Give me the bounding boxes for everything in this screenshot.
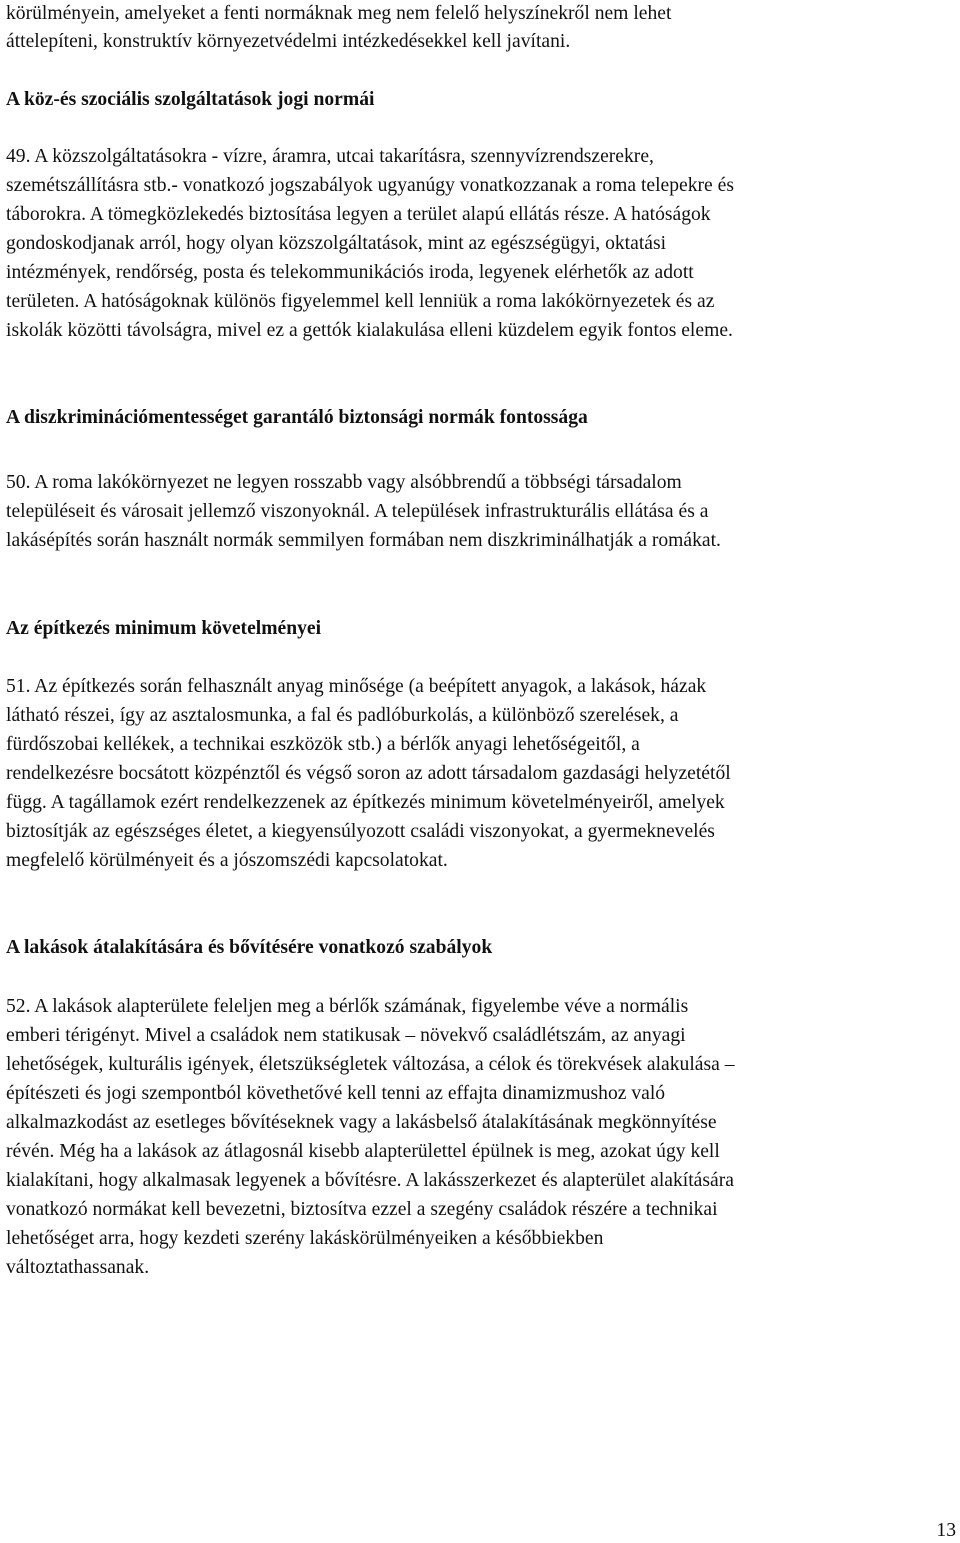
intro-line: körülményein, amelyeket a fenti normáknak meg nem felelő helyszínekről nem lehet [6, 3, 672, 24]
paragraph-line: megfelelő körülményeit és a jószomszédi kapcsolatokat. [6, 850, 448, 871]
paragraph-line: lehetőséget arra, hogy kezdeti szerény lakáskörülményeiken a későbbiekben [6, 1228, 604, 1249]
section-heading: Az építkezés minimum követelményei [6, 618, 322, 639]
paragraph-line: lehetőségek, kulturális igények, életszükségletek változása, a célok és törekvések alakulása – [6, 1054, 735, 1075]
paragraph-line: alkalmazkodást az esetleges bővítéseknek vagy a lakásbelső átalakításának megkönnyítése [6, 1112, 717, 1133]
paragraph-line: gondoskodjanak arról, hogy olyan közszolgáltatások, mint az egészségügyi, oktatási [6, 233, 667, 254]
section-heading: A diszkriminációmentességet garantáló biztonsági normák fontossága [6, 407, 588, 428]
paragraph-line: változtathassanak. [6, 1257, 150, 1278]
intro-line: áttelepíteni, konstruktív környezetvédelmi intézkedésekkel kell javítani. [6, 31, 571, 52]
paragraph-line: 50. A roma lakókörnyezet ne legyen rosszabb vagy alsóbbrendű a többségi társadalom [6, 472, 682, 493]
paragraph-line: építészeti és jogi szempontból követhetővé kell tenni az effajta dinamizmushoz való [6, 1083, 666, 1104]
paragraph-line: 49. A közszolgáltatásokra - vízre, áramra, utcai takarításra, szennyvízrendszerekre, [6, 146, 654, 167]
section-heading: A köz-és szociális szolgáltatások jogi normái [6, 89, 375, 110]
paragraph-line: emberi térigényt. Mivel a családok nem statikusak – növekvő családlétszám, az anyagi [6, 1025, 686, 1046]
paragraph-line: kialakítani, hogy alkalmasak legyenek a bővítésre. A lakásszerkezet és alapterület alakítására [6, 1170, 734, 1191]
paragraph-line: intézmények, rendőrség, posta és telekommunikációs iroda, legyenek elérhetők az adott [6, 262, 694, 283]
paragraph-line: rendelkezésre bocsátott közpénztől és végső soron az adott társadalom gazdasági helyzetétől [6, 763, 731, 784]
paragraph-line: 51. Az építkezés során felhasznált anyag minősége (a beépített anyagok, a lakások, házak [6, 676, 707, 697]
paragraph-line: táborokra. A tömegközlekedés biztosítása legyen a terület alapú ellátás része. A hatóságok [6, 204, 711, 225]
paragraph-line: iskolák közötti távolságra, mivel ez a gettók kialakulása elleni küzdelem egyik fontos eleme. [6, 320, 733, 341]
page-number: 13 [936, 1520, 956, 1541]
paragraph-line: területen. A hatóságoknak különös figyelemmel kell lenniük a roma lakókörnyezetek és az [6, 291, 715, 312]
paragraph-line: fürdőszobai kellékek, a technikai eszközök stb.) a bérlők anyagi lehetőségeitől, a [6, 734, 640, 755]
paragraph-line: révén. Még ha a lakások az átlagosnál kisebb alapterülettel épülnek is meg, azokat úgy kell [6, 1141, 720, 1162]
paragraph-line: szemétszállításra stb.- vonatkozó jogszabályok ugyanúgy vonatkozzanak a roma telepekre és [6, 175, 734, 196]
paragraph-line: településeit és városait jellemző viszonyoknál. A települések infrastrukturális ellátása és a [6, 501, 709, 522]
section-heading: A lakások átalakítására és bővítésére vonatkozó szabályok [6, 937, 493, 958]
paragraph-line: függ. A tagállamok ezért rendelkezzenek az építkezés minimum követelményeiről, amelyek [6, 792, 725, 813]
paragraph-line: 52. A lakások alapterülete feleljen meg a bérlők számának, figyelembe véve a normális [6, 996, 689, 1017]
paragraph-line: lakásépítés során használt normák semmilyen formában nem diszkriminálhatják a romákat. [6, 530, 721, 551]
paragraph-line: vonatkozó normákat kell bevezetni, biztosítva ezzel a szegény családok részére a technikai [6, 1199, 718, 1220]
paragraph-line: látható részei, így az asztalosmunka, a fal és padlóburkolás, a különböző szerelések, a [6, 705, 679, 726]
paragraph-line: biztosítják az egészséges életet, a kiegyensúlyozott családi viszonyokat, a gyermeknevelés [6, 821, 715, 842]
